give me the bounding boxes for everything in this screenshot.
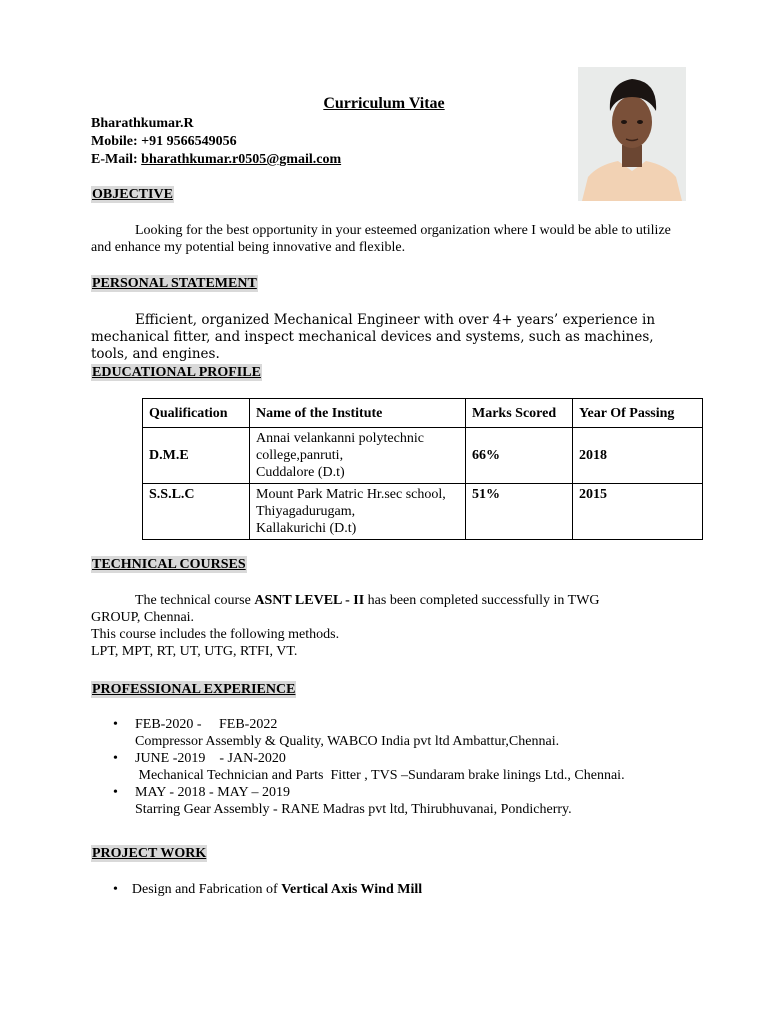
qualification-cell: D.M.E	[143, 428, 250, 484]
list-item: • MAY - 2018 - MAY – 2019 Starring Gear Assembly - RANE Madras pvt ltd, Thirubhuvanai, Pondicherry.	[113, 785, 572, 817]
profile-photo-image	[578, 67, 686, 201]
institute-cell: Mount Park Matric Hr.sec school, Thiyagadurugam, Kallakurichi (D.t)	[250, 484, 466, 540]
experience-list	[91, 716, 731, 818]
table-row	[143, 428, 703, 484]
personal-statement-text: Efficient, organized Mechanical Engineer with over 4+ years’ experience in mechanical fitter, and inspect mechanical devices and systems, such as machines, tools, and engines.	[91, 312, 656, 362]
page-title: Curriculum Vitae	[323, 95, 445, 112]
column-header: Year Of Passing	[573, 399, 703, 428]
personal-statement-heading: PERSONAL STATEMENT	[92, 276, 257, 291]
bullet-icon: •	[113, 751, 118, 766]
table-row	[143, 484, 703, 540]
education-heading: EDUCATIONAL PROFILE	[92, 365, 261, 380]
email-label: E-Mail:	[91, 152, 142, 167]
list-item: • FEB-2020 - FEB-2022 Compressor Assembly & Quality, WABCO India pvt ltd Ambattur,Chennai.	[113, 717, 560, 749]
course-name: ASNT LEVEL - II	[254, 593, 365, 608]
bullet-icon: •	[113, 785, 118, 800]
marks-cell: 66%	[466, 428, 573, 484]
column-header: Marks Scored	[466, 399, 573, 428]
year-cell: 2018	[573, 428, 703, 484]
project-title: Vertical Axis Wind Mill	[281, 882, 423, 897]
marks-cell: 51%	[466, 484, 573, 540]
year-cell: 2015	[573, 484, 703, 540]
email-link[interactable]: bharathkumar.r0505@gmail.com	[141, 152, 342, 167]
objective-text: Looking for the best opportunity in your esteemed organization where I would be able to utilize and enhance my potential being innovative and flexible.	[91, 223, 671, 255]
technical-courses-text: The technical course ASNT LEVEL - II has been completed successfully in TWG GROUP, Chennai. This course includes the following methods. LPT, MPT, RT, UT, UTG, RTFI, VT.	[91, 593, 600, 659]
table-header-row	[143, 399, 703, 428]
candidate-name: Bharathkumar.R	[91, 116, 194, 131]
objective-heading: OBJECTIVE	[92, 187, 173, 202]
list-item: • JUNE -2019 - JAN-2020 Mechanical Technician and Parts Fitter , TVS –Sundaram brake linings Ltd., Chennai.	[113, 751, 625, 783]
contact-block	[91, 115, 341, 169]
bullet-icon: •	[113, 882, 118, 897]
technical-courses-heading: TECHNICAL COURSES	[92, 557, 246, 572]
institute-cell: Annai velankanni polytechnic college,panruti, Cuddalore (D.t)	[250, 428, 466, 484]
project-heading: PROJECT WORK	[92, 846, 207, 861]
experience-heading: PROFESSIONAL EXPERIENCE	[92, 682, 296, 697]
column-header: Name of the Institute	[250, 399, 466, 428]
bullet-icon: •	[113, 717, 118, 732]
project-item: • Design and Fabrication of Vertical Axis Wind Mill	[113, 882, 423, 897]
education-table	[142, 398, 703, 540]
email-line	[91, 151, 341, 169]
column-header: Qualification	[143, 399, 250, 428]
mobile-number: Mobile: +91 9566549056	[91, 134, 237, 149]
qualification-cell: S.S.L.C	[143, 484, 250, 540]
profile-photo	[578, 67, 686, 201]
